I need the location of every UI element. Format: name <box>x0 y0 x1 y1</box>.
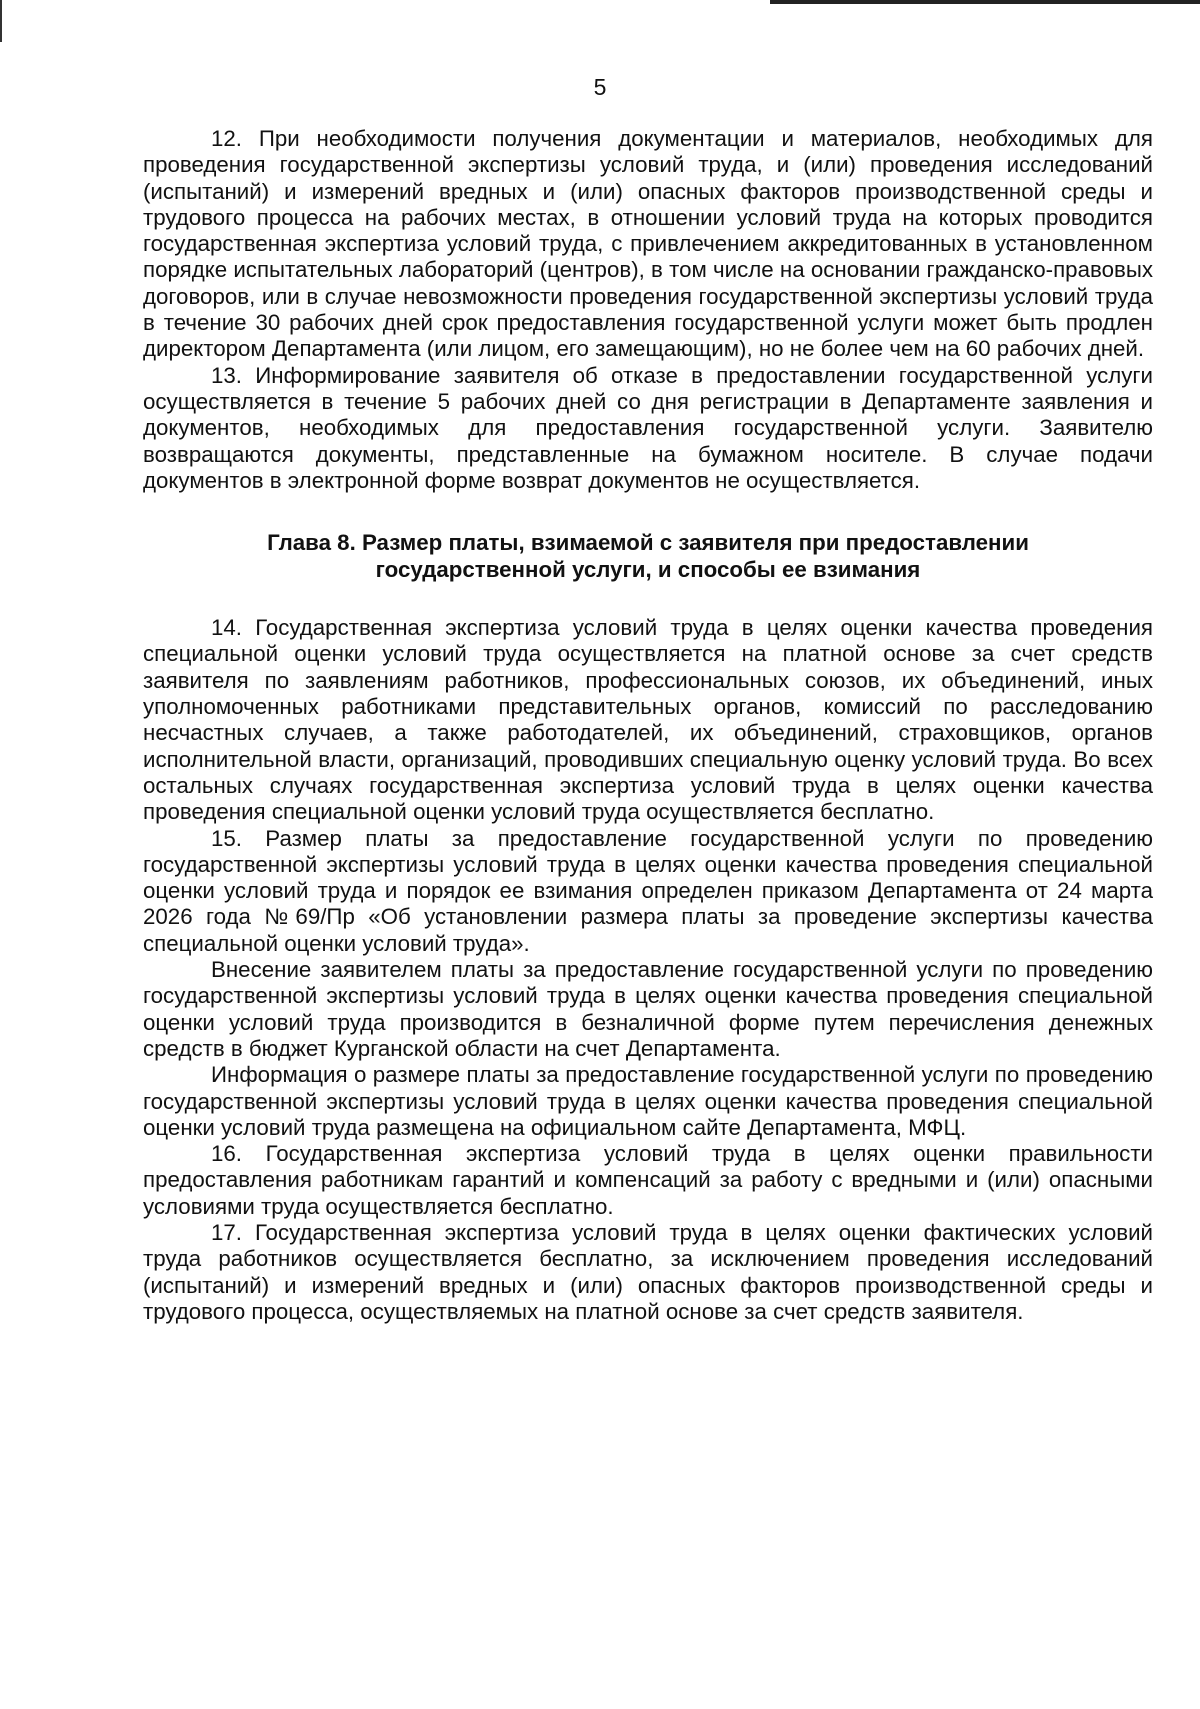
paragraph-fee-information: Информация о размере платы за предоставление государственной услуги по проведению государственной экспертизы условий труда в целях оценки качества проведения специальной оценки условий труда размещена на официальном сайте Департамента, МФЦ. <box>143 1062 1153 1140</box>
paragraph-15: 15. Размер платы за предоставление государственной услуги по проведению государственной экспертизы условий труда в целях оценки качества проведения специальной оценки условий труда и порядок ее взимания определен приказом Департамента от 24 марта 2026 года №69/Пр «Об установлении размера платы за проведение экспертизы качества специальной оценки условий труда». <box>143 825 1153 956</box>
paragraph-12: 12. При необходимости получения документации и материалов, необходимых для проведения государственной экспертизы условий труда, и (или) проведения исследований (испытаний) и измерений вредных и (или) опасных факторов производственной среды и трудового процесса на рабочих местах, в отношении условий труда на которых проводится государственная экспертиза условий труда, с привлечением аккредитованных в установленном порядке испытательных лабораторий (центров), в том числе на основании гражданско-правовых договоров, или в случае невозможности проведения государственной экспертизы условий труда в течение 30 рабочих дней срок предоставления государственной услуги может быть продлен директором Департамента (или лицом, его замещающим), но не более чем на 60 рабочих дней. <box>143 126 1153 362</box>
document-body <box>143 126 1153 1325</box>
paragraph-17: 17. Государственная экспертиза условий труда в целях оценки фактических условий труда работников осуществляется бесплатно, за исключением проведения исследований (испытаний) и измерений вредных и (или) опасных факторов производственной среды и трудового процесса, осуществляемых на платной основе за счет средств заявителя. <box>143 1219 1153 1324</box>
paragraph-13: 13. Информирование заявителя об отказе в предоставлении государственной услуги осуществляется в течение 5 рабочих дней со дня регистрации в Департаменте заявления и документов, необходимых для предоставления государственной услуги. Заявителю возвращаются документы, представленные на бумажном носителе. В случае подачи документов в электронной форме возврат документов не осуществляется. <box>143 362 1153 493</box>
page-number: 5 <box>593 74 607 100</box>
chapter-8-heading: Глава 8. Размер платы, взимаемой с заявителя при предоставлении государственной услуги, и способы ее взимания <box>267 530 1029 583</box>
scan-top-rule <box>770 0 1200 4</box>
paragraph-14: 14. Государственная экспертиза условий труда в целях оценки качества проведения специальной оценки условий труда осуществляется на платной основе за счет средств заявителя по заявлениям работников, профессиональных союзов, их объединений, иных уполномоченных работниками представительных органов, комиссий по расследованию несчастных случаев, а также работодателей, их объединений, страховщиков, органов исполнительной власти, организаций, проводивших специальную оценку условий труда. Во всех остальных случаях государственная экспертиза условий труда в целях оценки качества проведения специальной оценки условий труда осуществляется бесплатно. <box>143 615 1153 825</box>
paragraph-16: 16. Государственная экспертиза условий труда в целях оценки правильности предоставления работникам гарантий и компенсаций за работу с вредными и (или) опасными условиями труда осуществляется бесплатно. <box>143 1141 1153 1219</box>
scan-left-edge-mark <box>0 0 2 42</box>
paragraph-payment-method: Внесение заявителем платы за предоставление государственной услуги по проведению государственной экспертизы условий труда в целях оценки качества проведения специальной оценки условий труда производится в безналичной форме путем перечисления денежных средств в бюджет Курганской области на счет Департамента. <box>143 957 1153 1061</box>
